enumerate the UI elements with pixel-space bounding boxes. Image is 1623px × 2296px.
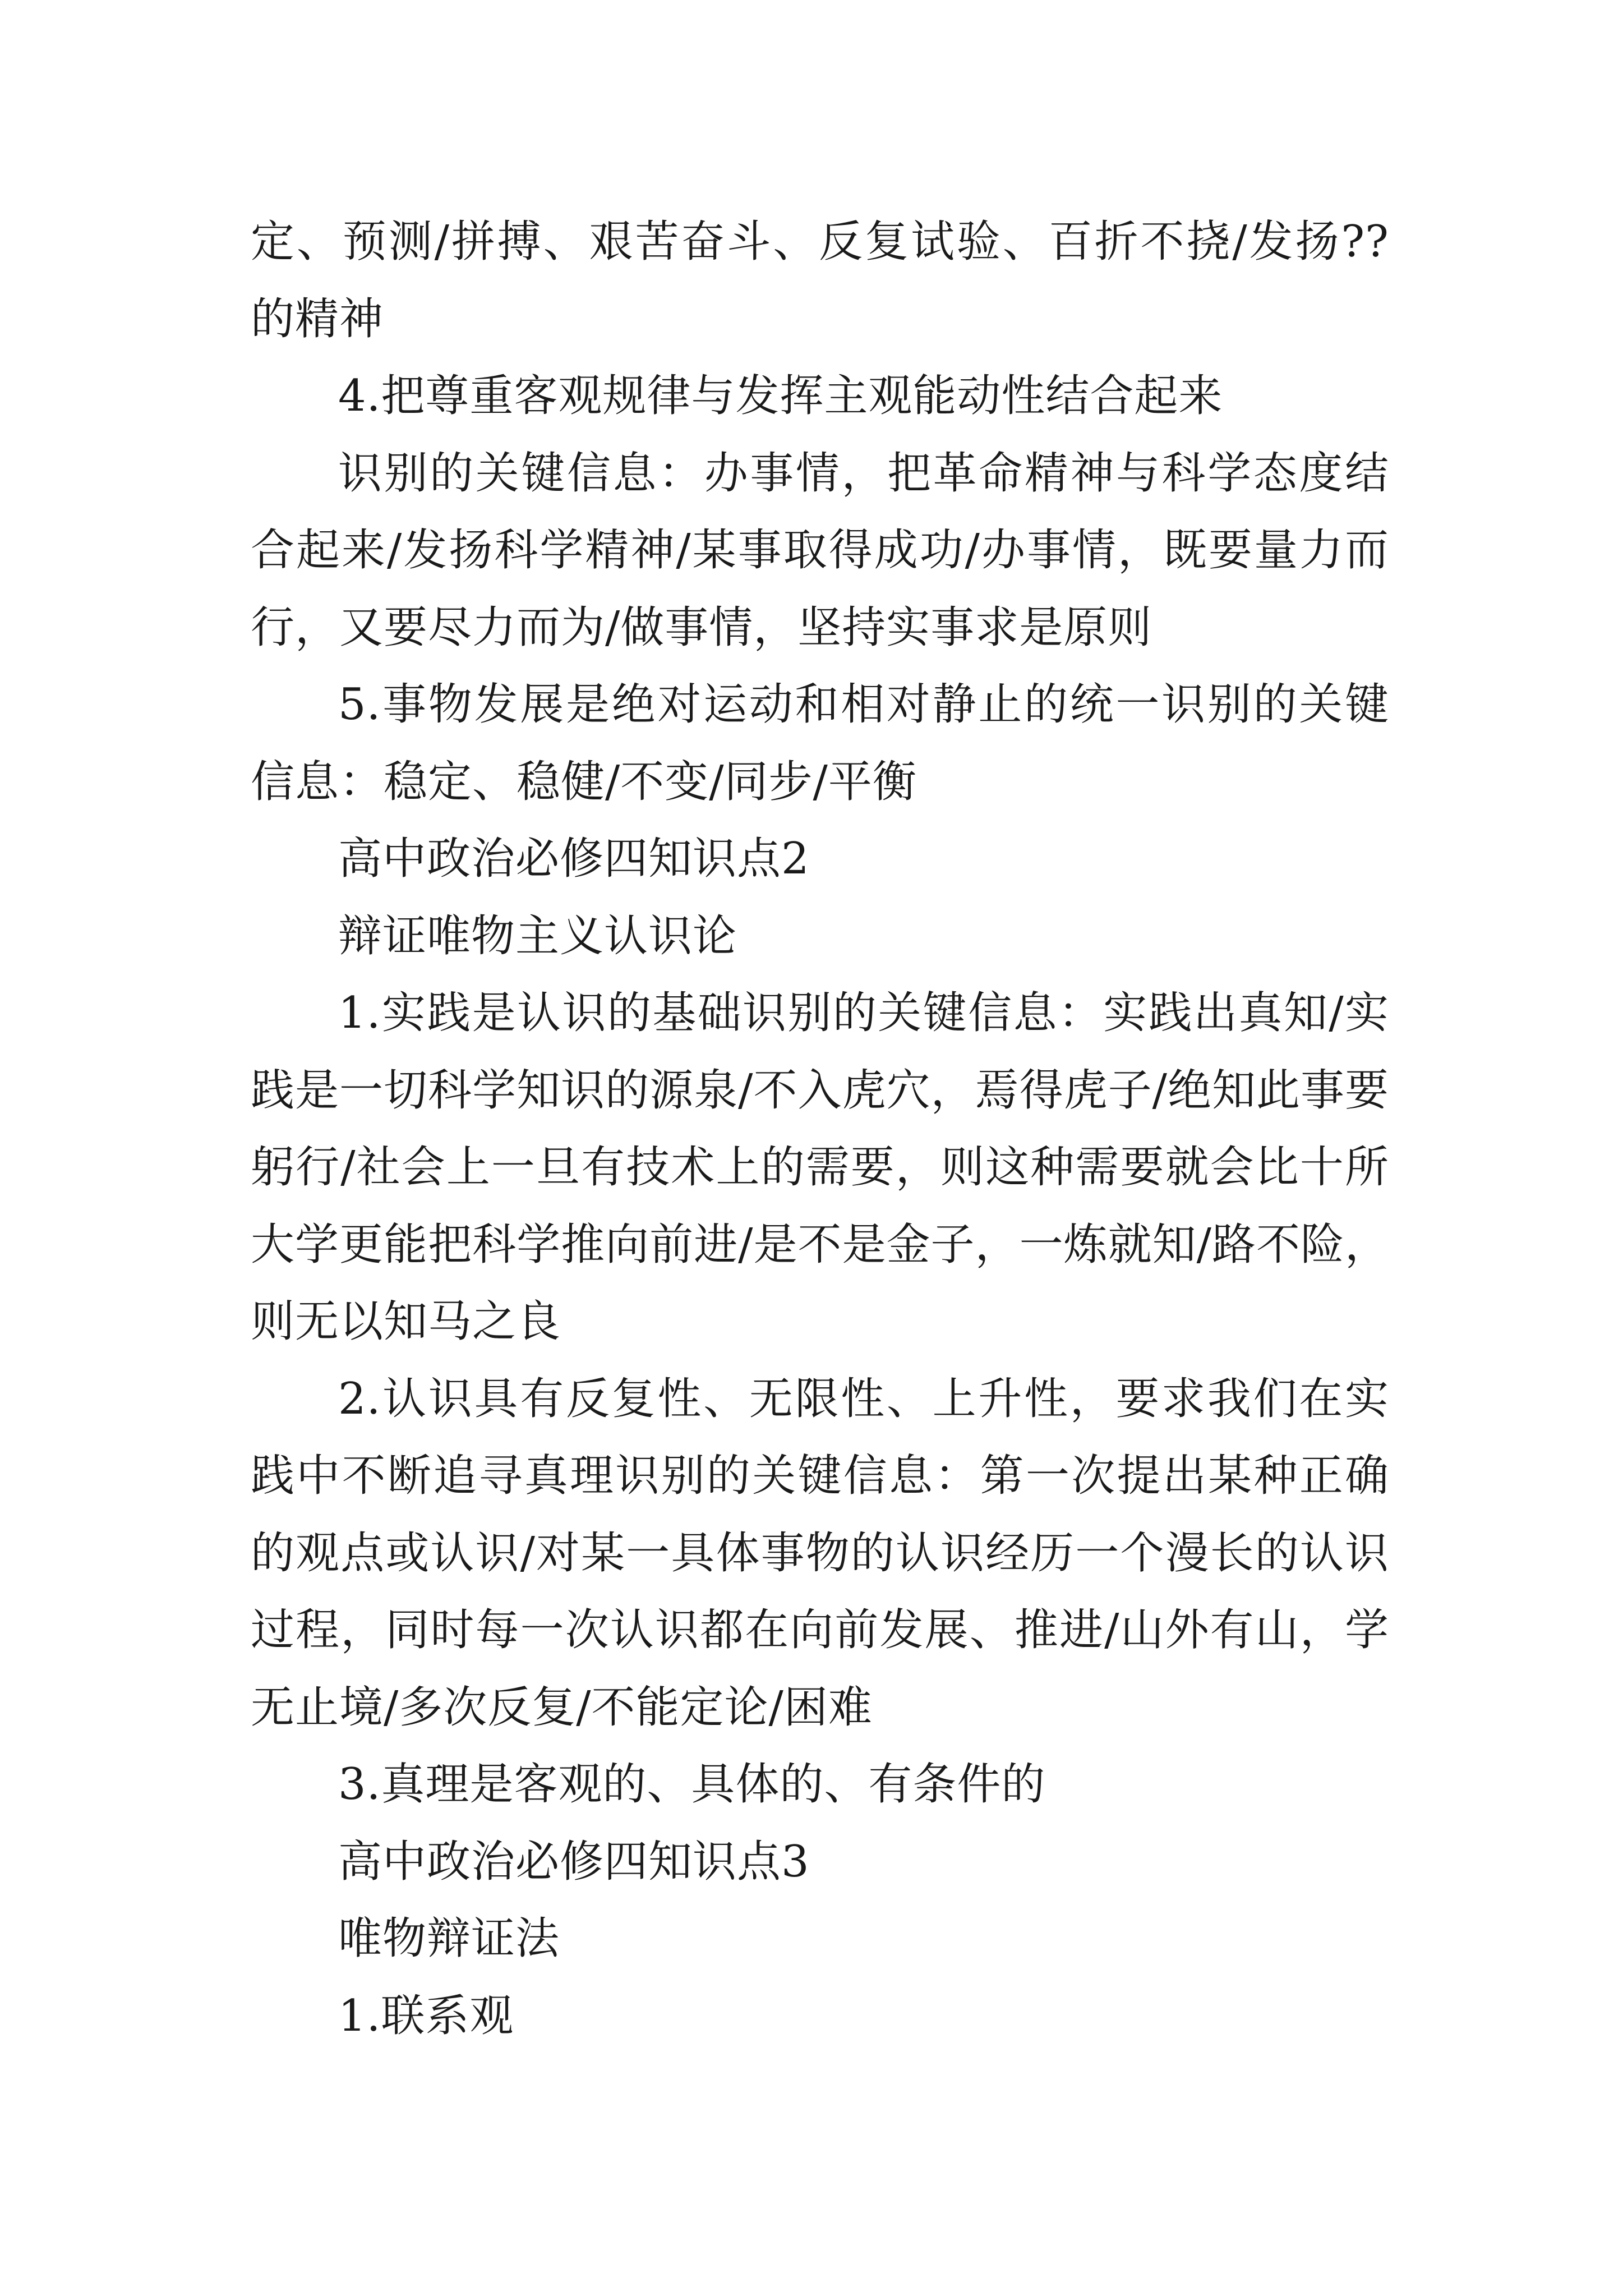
section-heading-2: 高中政治必修四知识点2 [338,834,810,884]
paragraph-practice-basis: 1.实践是认识的基础识别的关键信息：实践出真知/实践是一切科学知识的源泉/不入虎穴，焉得虎子/绝知此事要躬行/社会上一旦有技术上的需要，则这种需要就会比十所大学更能把科学推向前进/是不是金子，一炼就知/路不险，则无以知马之良 [251,988,1389,1347]
section-heading-3: 高中政治必修四知识点3 [338,1836,810,1887]
section-subheading-dialectics: 唯物辩证法 [338,1913,560,1964]
paragraph-connection-view: 1.联系观 [338,1990,514,2041]
paragraph-cognition-repetition: 2.认识具有反复性、无限性、上升性，要求我们在实践中不断追寻真理识别的关键信息：第一次提出某种正确的观点或认识/对某一具体事物的认识经历一个漫长的认识过程，同时每一次认识都在向前发展、推进/山外有山，学无止境/多次反复/不能定论/困难 [251,1373,1389,1733]
paragraph-point-5: 5.事物发展是绝对运动和相对静止的统一识别的关键信息：稳定、稳健/不变/同步/平衡 [251,679,1389,807]
document-body [251,204,1389,2055]
paragraph-truth: 3.真理是客观的、具体的、有条件的 [338,1759,1046,1810]
paragraph-key-info: 识别的关键信息：办事情，把革命精神与科学态度结合起来/发扬科学精神/某事取得成功/办事情，既要量力而行，又要尽力而为/做事情，坚持实事求是原则 [251,448,1389,653]
paragraph-continuation: 定、预测/拼搏、艰苦奋斗、反复试验、百折不挠/发扬??的精神 [251,217,1389,344]
paragraph-point-4: 4.把尊重客观规律与发挥主观能动性结合起来 [338,371,1223,421]
section-subheading-epistemology: 辩证唯物主义认识论 [338,910,737,961]
